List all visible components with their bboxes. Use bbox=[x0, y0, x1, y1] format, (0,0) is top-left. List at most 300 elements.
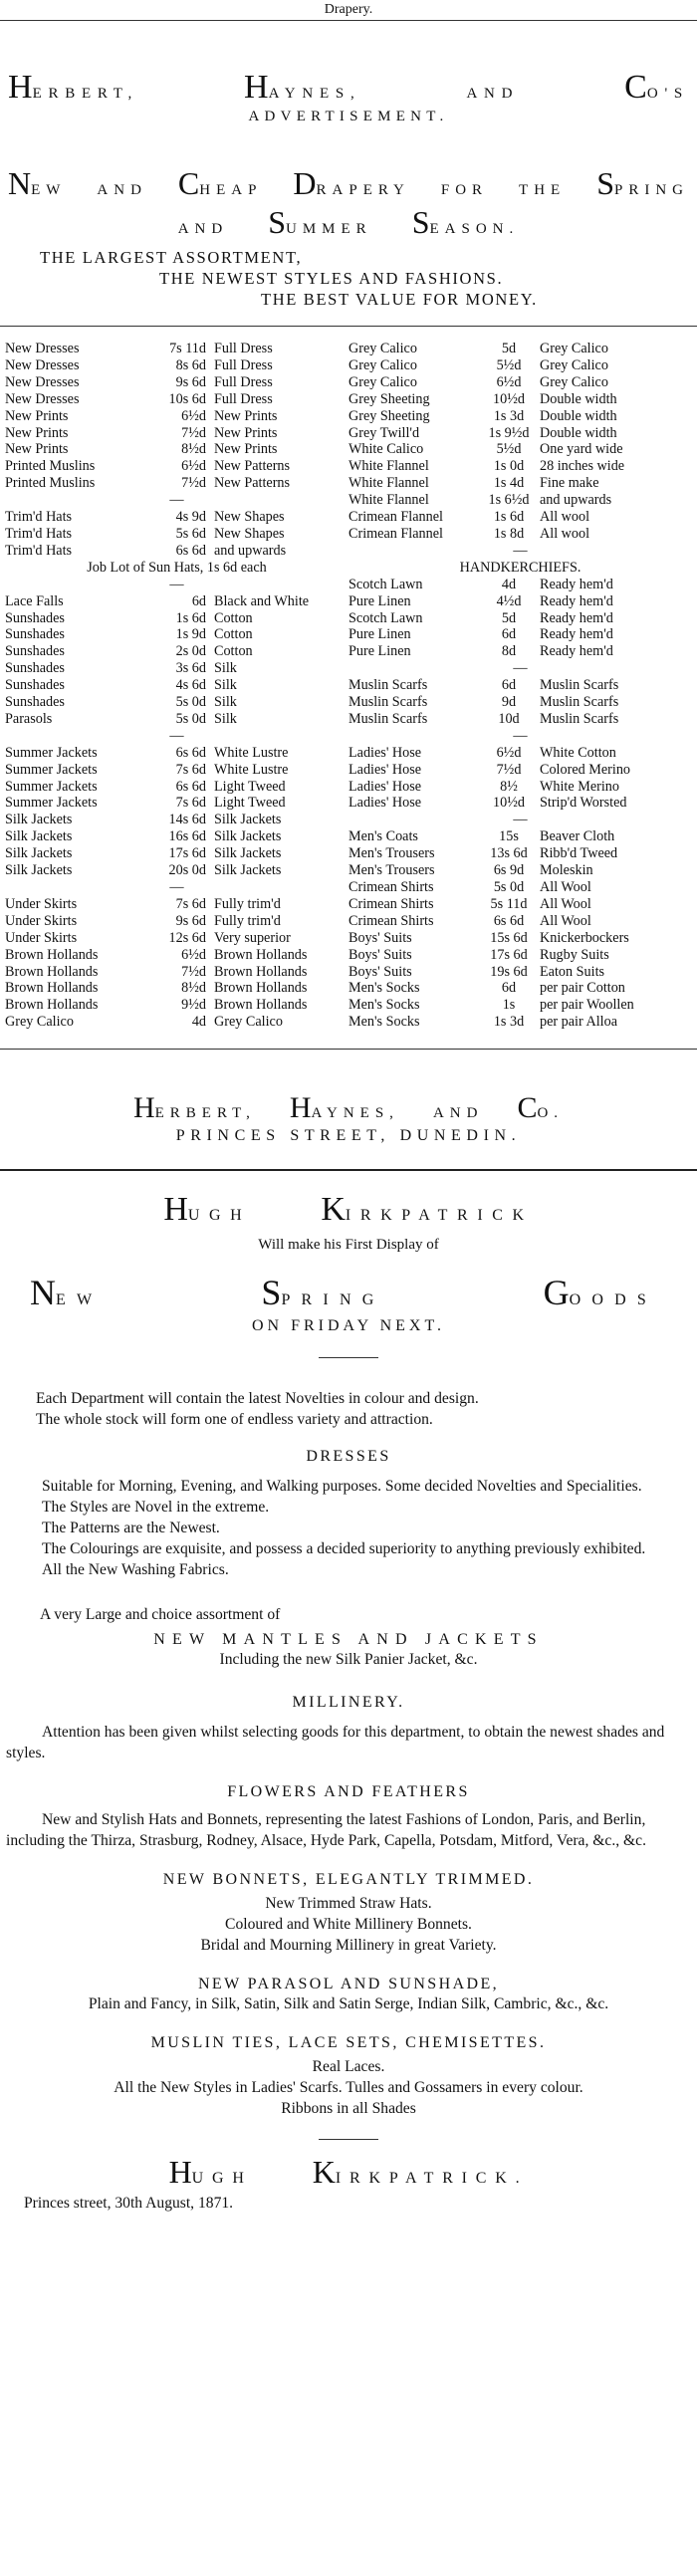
price-row bbox=[348, 458, 692, 475]
dropcap: G bbox=[543, 1273, 570, 1313]
price-row bbox=[5, 845, 348, 862]
dropcap: H bbox=[8, 69, 33, 106]
item-price: 9d bbox=[501, 694, 517, 711]
item-description: Eaton Suits bbox=[540, 963, 605, 980]
millinery-text bbox=[0, 1722, 697, 1763]
price-row bbox=[348, 610, 692, 627]
item-description: Brown Hollands bbox=[214, 980, 308, 997]
item-description: Silk bbox=[214, 660, 237, 677]
item-price: 7½d bbox=[496, 761, 522, 778]
goods-word: PRING bbox=[281, 1291, 385, 1309]
dropcap: H bbox=[168, 2154, 192, 2191]
item-name: Summer Jackets bbox=[5, 778, 98, 795]
item-description: Grey Calico bbox=[214, 1014, 283, 1031]
row-divider: — bbox=[169, 576, 184, 592]
item-description: Cotton bbox=[214, 609, 253, 626]
dropcap: H bbox=[244, 69, 269, 106]
price-row bbox=[5, 964, 348, 981]
mantles-intro: A very Large and choice assortment of bbox=[40, 1606, 281, 1624]
dropcap: H bbox=[132, 1091, 155, 1125]
item-description: Fully trim'd bbox=[214, 895, 281, 912]
item-price: 4d bbox=[501, 576, 517, 592]
item-price: 1s 6d bbox=[175, 609, 206, 626]
tagline: THE NEWEST STYLES AND FASHIONS. bbox=[159, 269, 504, 288]
item-name: Muslin Scarfs bbox=[348, 694, 428, 711]
header-rule bbox=[0, 20, 697, 21]
item-description: All Wool bbox=[540, 912, 591, 929]
item-name: Men's Socks bbox=[348, 980, 420, 997]
item-name: Sunshades bbox=[5, 609, 65, 626]
price-row bbox=[348, 762, 692, 779]
price-row bbox=[348, 845, 692, 862]
item-name: Ladies' Hose bbox=[348, 761, 422, 778]
price-row bbox=[348, 374, 692, 391]
item-description: White Cotton bbox=[540, 744, 616, 761]
item-price: 13s 6d bbox=[490, 845, 528, 862]
item-price: 6s 6d bbox=[175, 744, 206, 761]
item-name: New Dresses bbox=[5, 390, 80, 407]
goods-word: EW bbox=[56, 1291, 104, 1309]
item-name: Scotch Lawn bbox=[348, 576, 423, 592]
item-description: All wool bbox=[540, 509, 590, 526]
item-description: Black and White bbox=[214, 592, 310, 609]
bonnets-text bbox=[0, 1893, 697, 1956]
row-divider: — bbox=[169, 727, 184, 744]
price-row bbox=[5, 425, 348, 442]
item-name: Parasols bbox=[5, 710, 53, 727]
item-name: Crimean Flannel bbox=[348, 525, 443, 542]
price-row bbox=[348, 626, 692, 643]
firm-name-line bbox=[0, 69, 697, 107]
paragraph: Coloured and White Millinery Bonnets. bbox=[225, 1916, 472, 1934]
item-name: New Dresses bbox=[5, 341, 80, 356]
price-row bbox=[5, 509, 348, 526]
price-row bbox=[5, 913, 348, 930]
price-row bbox=[348, 997, 692, 1014]
price-row bbox=[348, 475, 692, 492]
item-name: Men's Trousers bbox=[348, 845, 435, 862]
item-description: Silk Jackets bbox=[214, 828, 282, 845]
parasol-text: Plain and Fancy, in Silk, Satin, Silk and Satin Serge, Indian Silk, Cambric, &c., &c. bbox=[88, 1995, 609, 2013]
item-price: 14s 6d bbox=[168, 812, 206, 828]
item-description: and upwards bbox=[540, 492, 612, 509]
taglines bbox=[0, 247, 697, 310]
item-name: Silk Jackets bbox=[5, 845, 73, 862]
dropcap: S bbox=[411, 204, 430, 240]
price-row bbox=[5, 862, 348, 879]
item-price: 10s 6d bbox=[168, 390, 206, 407]
advert-separator bbox=[0, 1169, 697, 1171]
item-description: Silk Jackets bbox=[214, 812, 282, 828]
price-row bbox=[5, 492, 348, 509]
dropcap: C bbox=[177, 165, 200, 201]
price-row bbox=[5, 643, 348, 660]
item-description: Ready hem'd bbox=[540, 576, 613, 592]
item-description: Colored Merino bbox=[540, 761, 631, 778]
dropcap: D bbox=[293, 165, 317, 201]
item-price: 1s 3d bbox=[493, 407, 525, 424]
dresses-heading: DRESSES bbox=[306, 1448, 391, 1466]
item-price: 1s bbox=[502, 997, 516, 1014]
item-name: Grey Calico bbox=[348, 373, 417, 390]
price-row bbox=[5, 408, 348, 425]
price-row bbox=[5, 526, 348, 543]
item-description: Grey Calico bbox=[540, 373, 608, 390]
item-price: 5s 0d bbox=[175, 710, 206, 727]
item-name: Men's Socks bbox=[348, 1014, 420, 1031]
item-price: 4½d bbox=[496, 592, 522, 609]
item-name: White Flannel bbox=[348, 475, 429, 492]
item-description: Moleskin bbox=[540, 862, 593, 879]
item-name: Pure Linen bbox=[348, 592, 411, 609]
item-price: 2s 0d bbox=[175, 643, 206, 660]
item-description: All Wool bbox=[540, 879, 591, 895]
price-row bbox=[348, 947, 692, 964]
item-description: Silk Jackets bbox=[214, 845, 282, 862]
price-row bbox=[348, 930, 692, 947]
item-name: Men's Coats bbox=[348, 828, 418, 845]
item-name: Printed Muslins bbox=[5, 475, 96, 492]
price-row bbox=[5, 762, 348, 779]
flowers-text bbox=[0, 1809, 697, 1851]
section-rule bbox=[0, 326, 697, 327]
item-name: Grey Twill'd bbox=[348, 424, 420, 441]
item-price: 1s 3d bbox=[493, 1014, 525, 1031]
intro-paragraphs bbox=[0, 1388, 697, 1430]
title-line-2 bbox=[0, 204, 697, 241]
item-description: Muslin Scarfs bbox=[540, 677, 619, 694]
item-name: White Calico bbox=[348, 441, 424, 458]
price-row bbox=[348, 828, 692, 845]
item-description: New Shapes bbox=[214, 509, 285, 526]
item-description: Full Dress bbox=[214, 356, 273, 373]
title-line-1 bbox=[0, 165, 697, 202]
item-name: Grey Sheeting bbox=[348, 407, 430, 424]
item-name: Crimean Shirts bbox=[348, 879, 434, 895]
item-price: 20s 0d bbox=[168, 862, 206, 879]
item-name: Grey Calico bbox=[348, 356, 417, 373]
item-price: 10d bbox=[498, 710, 520, 727]
price-row bbox=[5, 543, 348, 560]
title-word: THE bbox=[519, 182, 567, 198]
item-price: 1s 4d bbox=[493, 475, 525, 492]
item-price: 19s 6d bbox=[490, 963, 528, 980]
item-name: White Flannel bbox=[348, 458, 429, 475]
item-price: 5½d bbox=[496, 441, 522, 458]
price-row bbox=[5, 812, 348, 828]
price-row bbox=[348, 745, 692, 762]
price-row bbox=[5, 391, 348, 408]
tagline: THE BEST VALUE FOR MONEY. bbox=[261, 290, 538, 309]
item-name: Crimean Flannel bbox=[348, 509, 443, 526]
item-description: New Prints bbox=[214, 441, 278, 458]
price-row bbox=[348, 593, 692, 610]
firm-word: ERBERT, bbox=[154, 1105, 256, 1122]
price-row bbox=[348, 543, 692, 560]
price-row bbox=[5, 458, 348, 475]
item-name: Trim'd Hats bbox=[5, 542, 73, 559]
dresses-text bbox=[0, 1476, 697, 1580]
item-price: 1s 0d bbox=[493, 458, 525, 475]
item-price: 7½d bbox=[181, 424, 206, 441]
item-name: Pure Linen bbox=[348, 643, 411, 660]
item-name: Sunshades bbox=[5, 677, 65, 694]
firm-word: O. bbox=[537, 1105, 565, 1122]
mantles-heading: NEW MANTLES AND JACKETS bbox=[153, 1631, 544, 1649]
dropcap: S bbox=[596, 165, 614, 201]
title-word: AND bbox=[177, 221, 229, 237]
paragraph: Real Laces. bbox=[312, 2058, 385, 2076]
item-price: 12s 6d bbox=[168, 929, 206, 946]
price-row bbox=[348, 1014, 692, 1031]
item-description: Double width bbox=[540, 390, 617, 407]
muslin-heading: MUSLIN TIES, LACE SETS, CHEMISETTES. bbox=[150, 2034, 547, 2052]
item-price: 7s 6d bbox=[175, 761, 206, 778]
item-name: Men's Socks bbox=[348, 997, 420, 1014]
item-name: Silk Jackets bbox=[5, 862, 73, 879]
price-row bbox=[348, 779, 692, 796]
title-word: PRING bbox=[613, 182, 689, 198]
item-description: Full Dress bbox=[214, 390, 273, 407]
title-word: UMMER bbox=[286, 221, 372, 237]
row-divider: — bbox=[169, 879, 184, 895]
item-name: Scotch Lawn bbox=[348, 609, 423, 626]
item-name: Crimean Shirts bbox=[348, 895, 434, 912]
price-row bbox=[5, 711, 348, 728]
goods-line bbox=[0, 1272, 697, 1313]
row-divider: — bbox=[513, 812, 528, 828]
section-rule bbox=[0, 1049, 697, 1050]
price-row bbox=[5, 980, 348, 997]
price-row bbox=[348, 896, 692, 913]
item-price: 8s 6d bbox=[175, 356, 206, 373]
paragraph: All the New Styles in Ladies' Scarfs. Tulles and Gossamers in every colour. bbox=[114, 2079, 583, 2097]
price-row bbox=[348, 862, 692, 879]
item-name: White Flannel bbox=[348, 492, 429, 509]
item-price: 17s 6d bbox=[490, 946, 528, 963]
item-description: One yard wide bbox=[540, 441, 623, 458]
price-row bbox=[5, 660, 348, 677]
item-description: per pair Alloa bbox=[540, 1014, 618, 1031]
item-description: New Patterns bbox=[214, 458, 291, 475]
item-name: Grey Calico bbox=[348, 341, 417, 356]
paragraph: Ribbons in all Shades bbox=[281, 2100, 416, 2118]
price-row bbox=[5, 795, 348, 812]
item-description: White Merino bbox=[540, 778, 619, 795]
price-row bbox=[5, 745, 348, 762]
item-description: Brown Hollands bbox=[214, 997, 308, 1014]
signature-line bbox=[0, 1091, 697, 1125]
name-word: UGH bbox=[187, 1207, 252, 1225]
item-name: New Prints bbox=[5, 441, 69, 458]
paragraph: The Patterns are the Newest. bbox=[42, 1520, 220, 1537]
item-name: New Prints bbox=[5, 407, 69, 424]
dropcap: N bbox=[30, 1273, 56, 1313]
item-description: Strip'd Worsted bbox=[540, 795, 627, 812]
item-name: Trim'd Hats bbox=[5, 509, 73, 526]
item-name: Men's Trousers bbox=[348, 862, 435, 879]
item-price: 6½d bbox=[181, 946, 206, 963]
item-price: 6s 6d bbox=[175, 778, 206, 795]
item-description: Full Dress bbox=[214, 373, 273, 390]
goods-word: OODS bbox=[569, 1291, 657, 1309]
item-name: Printed Muslins bbox=[5, 458, 96, 475]
price-row bbox=[348, 492, 692, 509]
item-name: New Dresses bbox=[5, 373, 80, 390]
item-name: Summer Jackets bbox=[5, 795, 98, 812]
item-price: 4s 9d bbox=[175, 509, 206, 526]
dropcap: K bbox=[321, 1191, 346, 1229]
item-name: Grey Calico bbox=[5, 1014, 74, 1031]
price-row bbox=[348, 526, 692, 543]
price-row bbox=[348, 441, 692, 458]
item-description: New Shapes bbox=[214, 525, 285, 542]
price-row bbox=[348, 408, 692, 425]
item-name: Muslin Scarfs bbox=[348, 710, 428, 727]
name-word: IRKPATRICK. bbox=[335, 2170, 529, 2188]
item-description: Very superior bbox=[214, 929, 291, 946]
item-name: New Prints bbox=[5, 424, 69, 441]
item-price: 15s 6d bbox=[490, 929, 528, 946]
mantles-subtext: Including the new Silk Panier Jacket, &c. bbox=[219, 1651, 478, 1669]
item-description: Silk Jackets bbox=[214, 862, 282, 879]
item-name: Lace Falls bbox=[5, 592, 64, 609]
dropcap: N bbox=[8, 165, 32, 201]
short-rule bbox=[319, 1357, 378, 1358]
item-name: Summer Jackets bbox=[5, 761, 98, 778]
price-row bbox=[5, 930, 348, 947]
item-description: Beaver Cloth bbox=[540, 828, 615, 845]
title-word: RAPERY bbox=[316, 182, 410, 198]
parasol-heading: NEW PARASOL AND SUNSHADE, bbox=[197, 1976, 500, 1993]
paragraph: All the New Washing Fabrics. bbox=[42, 1561, 229, 1579]
price-row bbox=[348, 913, 692, 930]
row-heading: Job Lot of Sun Hats, 1s 6d each bbox=[87, 559, 267, 576]
item-price: 7½d bbox=[181, 475, 206, 492]
item-price: 6s 6d bbox=[493, 912, 525, 929]
item-description: New Prints bbox=[214, 424, 278, 441]
item-price: 8½d bbox=[181, 441, 206, 458]
item-price: 5½d bbox=[496, 356, 522, 373]
item-price: 8d bbox=[501, 643, 517, 660]
item-price: 1s 6d bbox=[493, 509, 525, 526]
item-price: 5d bbox=[501, 609, 517, 626]
price-row bbox=[5, 879, 348, 896]
price-row bbox=[5, 677, 348, 694]
item-name: Brown Hollands bbox=[5, 963, 99, 980]
item-price: 5s 0d bbox=[175, 694, 206, 711]
price-row bbox=[348, 560, 692, 577]
item-description: 28 inches wide bbox=[540, 458, 625, 475]
firm-word: AYNES, bbox=[268, 86, 361, 102]
item-name: Boys' Suits bbox=[348, 946, 412, 963]
item-description: Silk bbox=[214, 694, 237, 711]
price-row bbox=[5, 828, 348, 845]
price-row bbox=[348, 341, 692, 357]
item-name: Brown Hollands bbox=[5, 997, 99, 1014]
item-price: 4d bbox=[191, 1014, 206, 1031]
item-price: 6½d bbox=[181, 458, 206, 475]
price-row bbox=[5, 728, 348, 745]
item-description: Grey Calico bbox=[540, 356, 608, 373]
price-row bbox=[5, 560, 348, 577]
paragraph: Suitable for Morning, Evening, and Walking purposes. Some decided Novelties and Specialities. bbox=[42, 1478, 642, 1496]
price-row bbox=[348, 357, 692, 374]
price-row bbox=[5, 896, 348, 913]
dropcap: C bbox=[517, 1091, 538, 1125]
price-row bbox=[348, 795, 692, 812]
item-description: White Lustre bbox=[214, 761, 289, 778]
herbert-haynes-advertisement bbox=[0, 69, 697, 1145]
item-price: 9½d bbox=[181, 997, 206, 1014]
price-row bbox=[348, 509, 692, 526]
title-word: HEAP bbox=[199, 182, 263, 198]
closing-date: Princes street, 30th August, 1871. bbox=[24, 2195, 234, 2213]
item-price: 5s 0d bbox=[493, 879, 525, 895]
item-price: 5s 6d bbox=[175, 525, 206, 542]
item-description: Knickerbockers bbox=[540, 929, 629, 946]
title-word: FOR bbox=[440, 182, 489, 198]
item-name: Under Skirts bbox=[5, 895, 78, 912]
item-name: Ladies' Hose bbox=[348, 778, 422, 795]
price-row bbox=[5, 341, 348, 357]
item-price: 15s bbox=[499, 828, 519, 845]
item-description: and upwards bbox=[214, 542, 287, 559]
item-name: Boys' Suits bbox=[348, 963, 412, 980]
dropcap: S bbox=[261, 1273, 282, 1313]
dropcap: K bbox=[312, 2154, 336, 2191]
item-price: 17s 6d bbox=[168, 845, 206, 862]
price-row bbox=[5, 626, 348, 643]
name-word: UGH bbox=[191, 2170, 253, 2188]
kirkpatrick-advertisement bbox=[0, 1191, 697, 2214]
price-row bbox=[348, 391, 692, 408]
item-name: Muslin Scarfs bbox=[348, 677, 428, 694]
price-row bbox=[5, 694, 348, 711]
item-name: Under Skirts bbox=[5, 912, 78, 929]
price-row bbox=[348, 964, 692, 981]
row-divider: — bbox=[169, 492, 184, 509]
item-name: Grey Sheeting bbox=[348, 390, 430, 407]
item-description: Silk bbox=[214, 677, 237, 694]
item-description: Cotton bbox=[214, 626, 253, 643]
price-row bbox=[348, 879, 692, 896]
item-price: 8½d bbox=[181, 980, 206, 997]
item-name: Silk Jackets bbox=[5, 828, 73, 845]
item-price: 6d bbox=[191, 592, 206, 609]
price-row bbox=[5, 593, 348, 610]
dropcap: H bbox=[163, 1191, 188, 1229]
item-name: Brown Hollands bbox=[5, 946, 99, 963]
firm-word: AYNES, bbox=[311, 1105, 399, 1122]
item-name: New Dresses bbox=[5, 356, 80, 373]
price-row bbox=[348, 425, 692, 442]
item-description: All wool bbox=[540, 525, 590, 542]
item-name: Boys' Suits bbox=[348, 929, 412, 946]
price-row bbox=[5, 997, 348, 1014]
item-name: Sunshades bbox=[5, 626, 65, 643]
name-line bbox=[0, 1191, 697, 1229]
item-description: Double width bbox=[540, 407, 617, 424]
item-description: Light Tweed bbox=[214, 778, 286, 795]
paragraph: New and Stylish Hats and Bonnets, representing the latest Fashions of London, Paris, and Berlin, including the Thirza, Strasburg, Rodney, Alsace, Hyde Park, Capella, Potsdam, Mitford, Vera, &c., &c. bbox=[6, 1811, 646, 1850]
item-description: New Patterns bbox=[214, 475, 291, 492]
item-name: Brown Hollands bbox=[5, 980, 99, 997]
item-name: Silk Jackets bbox=[5, 812, 73, 828]
item-name: Under Skirts bbox=[5, 929, 78, 946]
item-name: Trim'd Hats bbox=[5, 525, 73, 542]
paragraph: Each Department will contain the latest Novelties in colour and design. bbox=[36, 1390, 479, 1408]
